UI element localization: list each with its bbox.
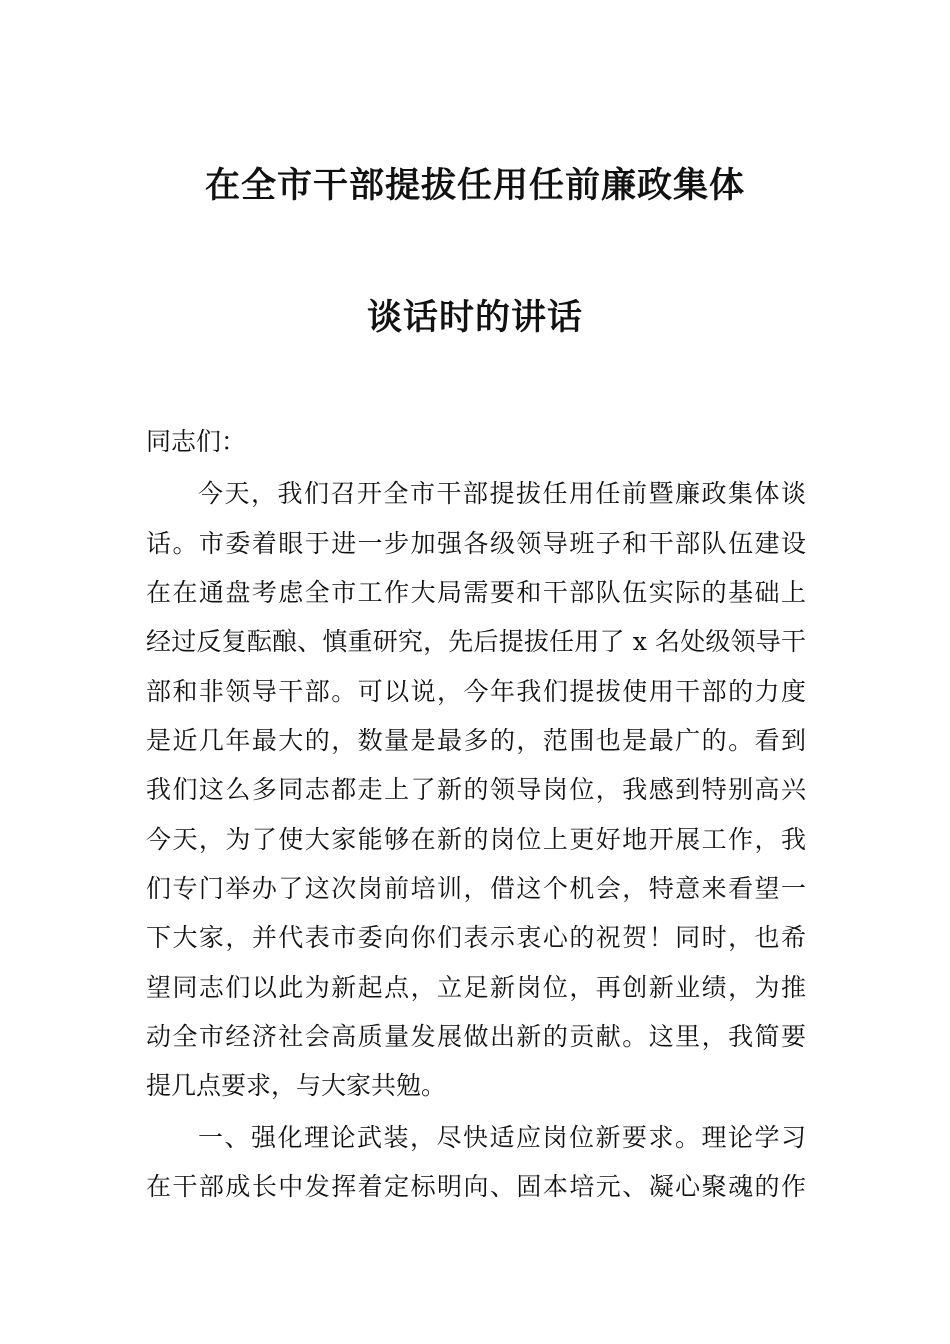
speech-title-line-1: 在全市干部提拔任用任前廉政集体 <box>204 166 745 206</box>
paragraph-1-line: 部和非领导干部。可以说，今年我们提拔使用干部的力度 <box>146 677 806 706</box>
paragraph-1-line: 我们这么多同志都走上了新的领导岗位，我感到特别高兴 <box>146 775 806 804</box>
speech-title-line-2: 谈话时的讲话 <box>366 298 583 338</box>
paragraph-1-line: 是近几年最大的，数量是最多的，范围也是最广的。看到 <box>146 726 806 755</box>
paragraph-1-line: 下大家，并代表市委向你们表示衷心的祝贺！同时，也希 <box>146 923 806 952</box>
paragraph-1-line: 话。市委着眼于进一步加强各级领导班子和干部队伍建设 <box>146 529 806 558</box>
paragraph-1-line: 今天，我们召开全市干部提拔任用任前暨廉政集体谈 <box>198 479 806 508</box>
paragraph-1-line: 在在通盘考虑全市工作大局需要和干部队伍实际的基础上 <box>146 578 806 607</box>
paragraph-1-line: 们专门举办了这次岗前培训，借这个机会，特意来看望一 <box>146 874 806 903</box>
paragraph-1-line: 今天，为了使大家能够在新的岗位上更好地开展工作，我 <box>146 825 806 854</box>
paragraph-2-line: 一、强化理论武装，尽快适应岗位新要求。理论学习 <box>198 1123 806 1152</box>
paragraph-1-line: 提几点要求，与大家共勉。 <box>146 1071 447 1100</box>
paragraph-1-line: 动全市经济社会高质量发展做出新的贡献。这里，我简要 <box>146 1022 806 1051</box>
paragraph-2-line: 在干部成长中发挥着定标明向、固本培元、凝心聚魂的作 <box>146 1172 806 1201</box>
paragraph-1-line: 经过反复酝酿、慎重研究，先后提拔任用了 x 名处级领导干 <box>146 627 806 656</box>
salutation: 同志们： <box>146 427 247 456</box>
paragraph-1-line: 望同志们以此为新起点，立足新岗位，再创新业绩，为推 <box>146 973 806 1002</box>
